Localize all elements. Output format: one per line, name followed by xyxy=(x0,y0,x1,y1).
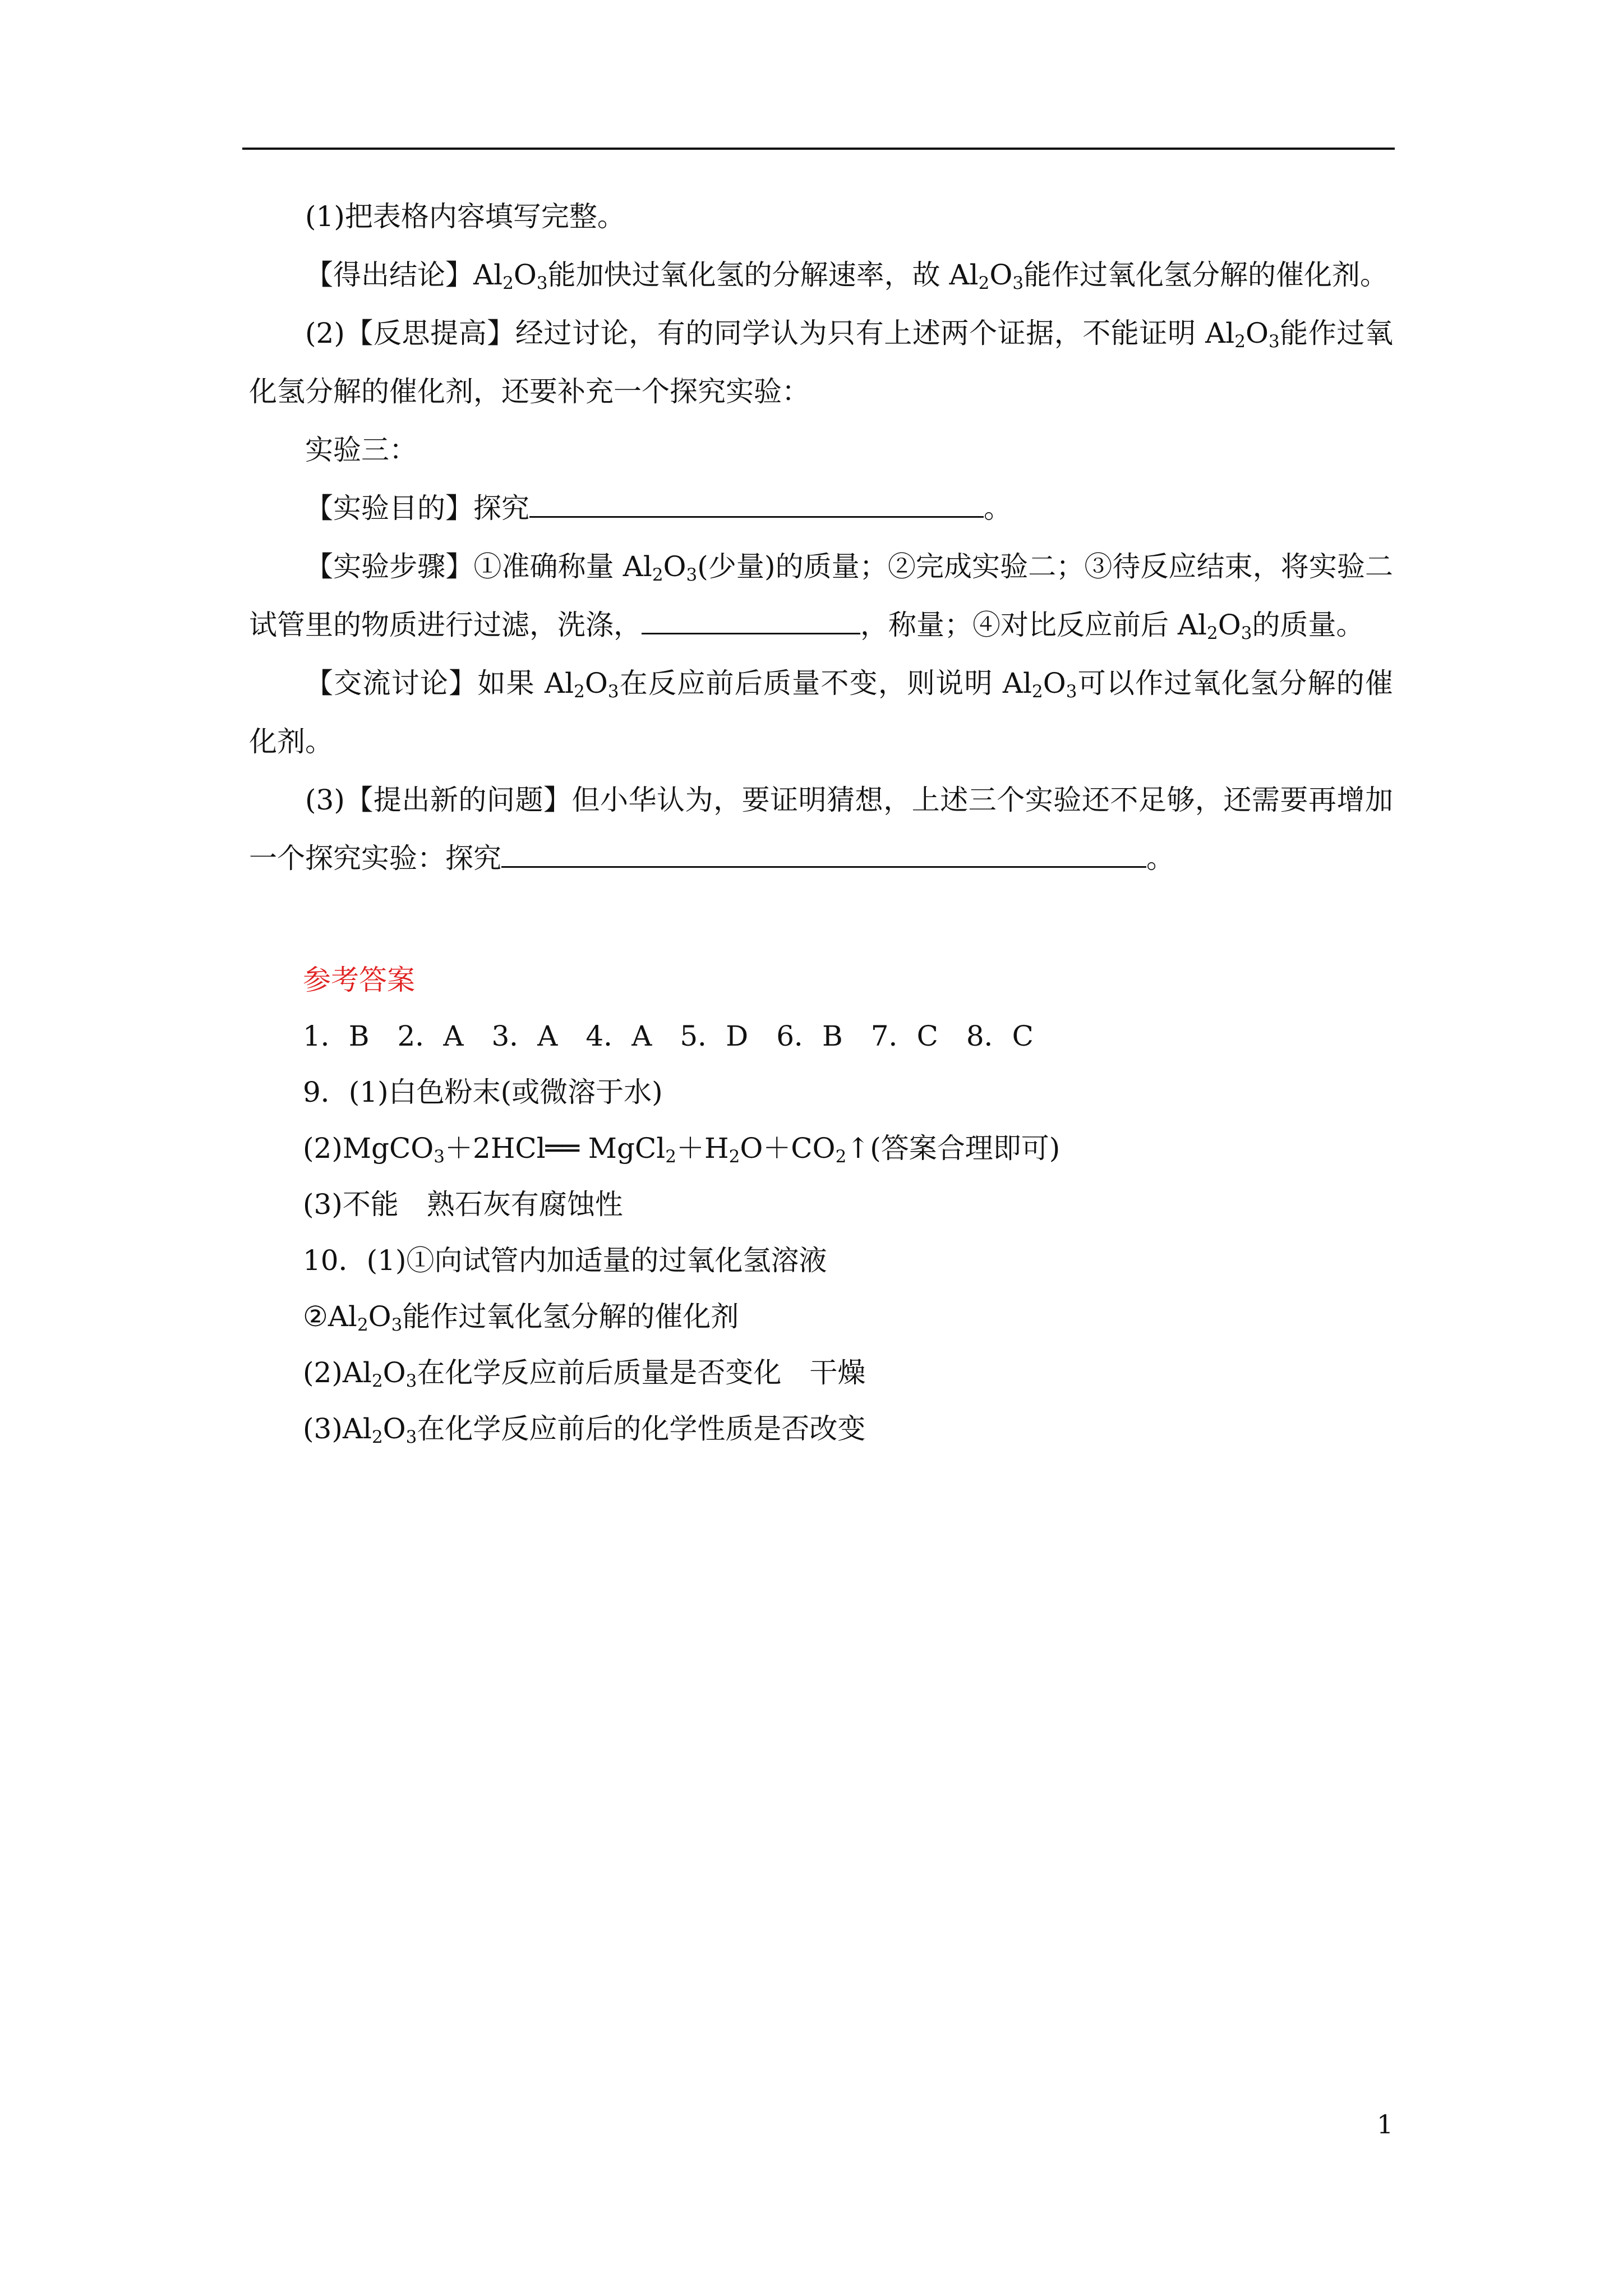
answer-blank-new-question[interactable] xyxy=(501,838,1146,868)
answer-line-3: (2)MgCO$_3$＋2HCl══ $MgCl_2+H_2O+CO_2↑$(答案合理即可) xyxy=(303,1132,1061,1167)
paragraph-new-question: (3)【提出新的问题】但小华认为，要证明猜想，上述三个实验还不足够，还需要再增加一个探究实验：探究 。 xyxy=(249,784,1393,875)
answer-line-8: $(3)Al_2O_3$在化学反应前后的化学性质是否改变 xyxy=(303,1412,866,1447)
paragraph-discussion: 【交流讨论】如果 $Al_2O_3$在反应前后质量不变，则说明 $Al_2O_3$可以作过氧化氢分解的催化剂。 xyxy=(249,667,1394,758)
answer-blank-purpose[interactable] xyxy=(529,488,984,518)
answer-line-6: $②Al_2O_3$能作过氧化氢分解的催化剂 xyxy=(303,1300,739,1335)
answer-line-5: 10．(1)①向试管内加适量的过氧化氢溶液 xyxy=(303,1244,827,1277)
paragraph-fill-table: (1)把表格内容填写完整。 xyxy=(305,200,625,233)
paragraph-reflection: (2)【反思提高】经过讨论，有的同学认为只有上述两个证据，不能证明 $Al_2O_3$能作过氧化氢分解的催化剂，还要补充一个探究实验： xyxy=(249,317,1394,408)
answer-line-1: 1．B 2．A 3．A 4．A 5．D 6．B 7．C 8．C xyxy=(303,1020,1034,1052)
paragraph-experiment-steps: 【实验步骤】①准确称量 $Al_2O_3$(少量)的质量；②完成实验二；③待反应结束，将实验二试管里的物质进行过滤，洗涤， ，称量；④对比反应前后 $Al_2O_3$的质量。 xyxy=(249,550,1393,643)
header-rule xyxy=(242,148,1395,150)
answer-blank-step[interactable] xyxy=(642,605,860,634)
paragraph-experiment-three: 实验三： xyxy=(305,434,417,466)
paragraph-experiment-purpose: 【实验目的】探究 。 xyxy=(249,479,1393,537)
question-body xyxy=(249,187,1393,887)
page-number: 1 xyxy=(1377,2109,1394,2139)
answers-title: 参考答案 xyxy=(303,964,415,996)
answer-line-4: (3)不能 熟石灰有腐蚀性 xyxy=(303,1188,623,1221)
answer-line-7: $(2)Al_2O_3$在化学反应前后质量是否变化 干燥 xyxy=(303,1356,866,1391)
answer-line-2: 9．(1)白色粉末(或微溶于水) xyxy=(303,1076,663,1108)
paragraph-conclusion: 【得出结论】$Al_2O_3$能加快过氧化氢的分解速率，故 $Al_2O_3$能作过氧化氢分解的催化剂。 xyxy=(305,259,1389,293)
